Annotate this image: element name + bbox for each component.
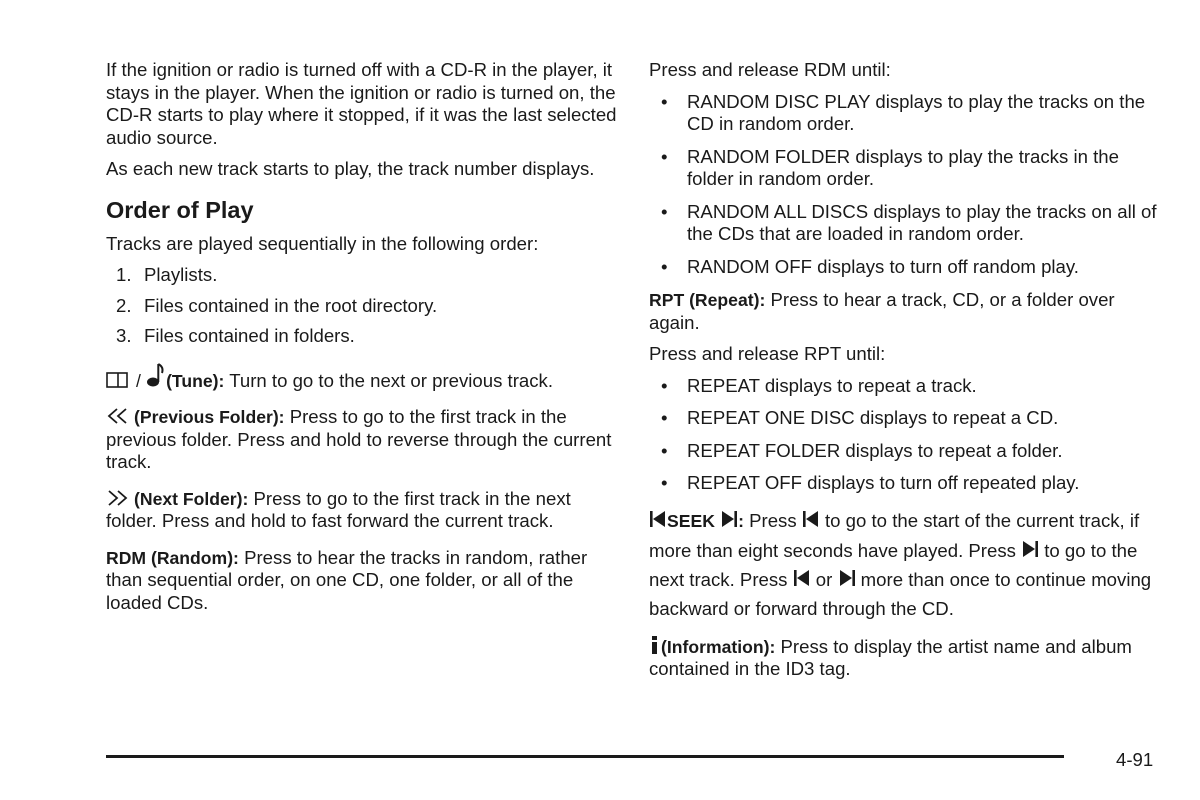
list-item: • REPEAT ONE DISC displays to repeat a CD. (661, 407, 1059, 428)
rpt-paragraph (649, 289, 1159, 334)
rdm-text: Press to hear the tracks in random, rather than sequential order, on one CD, one folder, or all of the loaded CDs. (106, 546, 588, 613)
right-column (649, 59, 1159, 690)
order-of-play-heading: Order of Play (106, 196, 254, 223)
seek-forward-icon (1021, 539, 1039, 559)
list-item: • REPEAT FOLDER displays to repeat a folder. (661, 439, 1063, 461)
next-folder-icon (106, 489, 134, 507)
next-folder-paragraph (106, 488, 618, 533)
previous-folder-paragraph (106, 406, 618, 474)
cdr-paragraph: If the ignition or radio is turned off with a CD-R in the player, it stays in the player. When the ignition or radio is turned on, the CD-R starts to play where it stopped, if it was the last selected audio source. (106, 59, 617, 148)
list-item: • RANDOM ALL DISCS displays to play the tracks on all of the CDs that are loaded in random order. (661, 200, 1157, 244)
random-options-list (649, 91, 1159, 279)
information-paragraph (649, 635, 1159, 681)
order-list (106, 264, 618, 348)
seek-text: to go to the start of the current track, if more than eight seconds have played. Press (649, 509, 1140, 561)
list-item: • RANDOM OFF displays to turn off random play. (661, 255, 1079, 277)
list-item: • REPEAT displays to repeat a track. (661, 374, 977, 396)
information-text: Press to display the artist name and album contained in the ID3 tag. (649, 635, 1132, 679)
tune-box-icon (106, 371, 136, 389)
order-item: 3. Files contained in folders. (116, 325, 355, 346)
seek-text: Press (743, 509, 802, 531)
seek-colon: : (738, 510, 744, 531)
page-number: 4-91 (1116, 749, 1154, 770)
seek-back-icon (793, 568, 811, 588)
rpt-intro: Press and release RPT until: (649, 343, 886, 364)
previous-folder-label: (Previous Folder): (134, 407, 285, 427)
order-item: 2. Files contained in the root directory. (116, 294, 438, 316)
previous-folder-icon (106, 407, 134, 425)
seek-paragraph (649, 506, 1159, 623)
seek-forward-icon (838, 568, 856, 588)
rpt-label: RPT (Repeat): (649, 290, 766, 310)
seek-text: or (810, 568, 838, 590)
tune-label: (Tune): (166, 370, 225, 391)
rdm-intro: Press and release RDM until: (649, 59, 891, 80)
seek-text: to go to the next track. Press (649, 539, 1138, 590)
rpt-text: Press to hear a track, CD, or a folder over again. (649, 289, 1115, 333)
info-icon (649, 635, 661, 655)
track-number-paragraph: As each new track starts to play, the track number displays. (106, 158, 595, 179)
previous-folder-text: Press to go to the first track in the previous folder. Press and hold to reverse through the current track. (106, 406, 612, 472)
rdm-paragraph (106, 547, 618, 615)
seek-text: more than once to continue moving backward or forward through the CD. (649, 568, 1152, 619)
next-folder-text: Press to go to the first track in the next folder. Press and hold to fast forward the current track. (106, 487, 571, 531)
tune-text: Turn to go to the next or previous track. (224, 369, 554, 391)
seek-back-icon (802, 509, 820, 529)
left-column (106, 59, 618, 623)
list-item: • REPEAT OFF displays to turn off repeated play. (661, 472, 1080, 493)
repeat-options-list (649, 375, 1159, 495)
list-item: • RANDOM FOLDER displays to play the tracks in the folder in random order. (661, 145, 1119, 189)
footer-rule (106, 755, 1064, 758)
music-note-icon (146, 362, 166, 388)
information-label: (Information): (661, 636, 776, 657)
rdm-label: RDM (Random): (106, 547, 239, 568)
order-intro: Tracks are played sequentially in the following order: (106, 232, 539, 254)
list-item: • RANDOM DISC PLAY displays to play the tracks on the CD in random order. (661, 90, 1146, 134)
seek-label: SEEK (667, 510, 715, 531)
tune-slash: / (136, 370, 141, 391)
order-item: 1. Playlists. (116, 264, 218, 285)
seek-forward-icon (720, 509, 738, 529)
tune-paragraph (106, 362, 618, 393)
next-folder-label: (Next Folder): (134, 488, 249, 509)
seek-back-icon (649, 509, 667, 529)
